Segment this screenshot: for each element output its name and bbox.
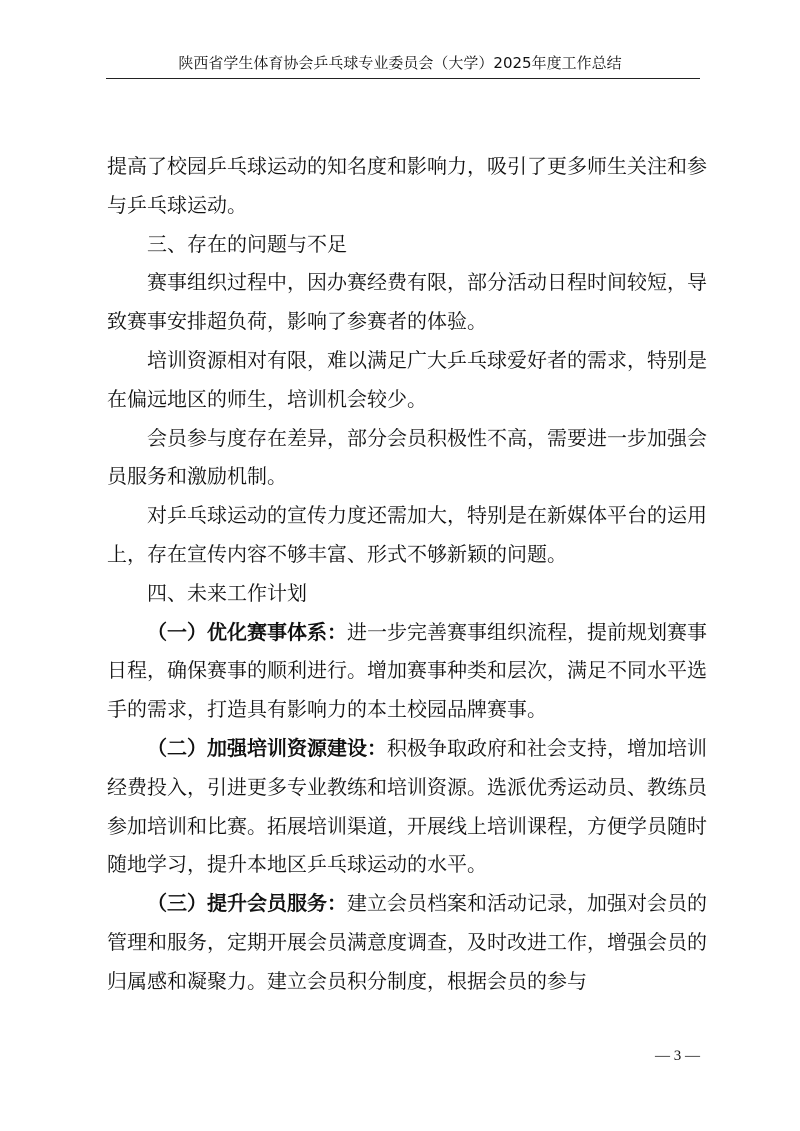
paragraph-continuation: 提高了校园乒乓球运动的知名度和影响力，吸引了更多师生关注和参与乒乓球运动。: [107, 154, 707, 217]
page-header-title: 陕西省学生体育协会乒乓球专业委员会（大学）2025年度工作总结: [178, 54, 622, 72]
section-heading-3: 三、存在的问题与不足: [147, 231, 347, 256]
plan-item-3: [107, 884, 707, 1000]
plan-item-1-lead: （一）优化赛事体系：: [147, 619, 347, 644]
header-divider: [106, 78, 700, 79]
plan-item-1-text: 进一步完善赛事组织流程，提前规划赛事日程，确保赛事的顺利进行。增加赛事种类和层次，满足不同水平选手的需求，打造具有影响力的本土校园品牌赛事。: [107, 619, 707, 722]
plan-item-1: [107, 613, 707, 729]
paragraph-issue-4: 对乒乓球运动的宣传力度还需加大，特别是在新媒体平台的运用上，存在宣传内容不够丰富、形式不够新颖的问题。: [107, 503, 707, 566]
plan-item-3-text: 建立会员档案和活动记录，加强对会员的管理和服务，定期开展会员满意度调查，及时改进工作，增强会员的归属感和凝聚力。建立会员积分制度，根据会员的参与: [107, 891, 707, 993]
paragraph-issue-2: 培训资源相对有限，难以满足广大乒乓球爱好者的需求，特别是在偏远地区的师生，培训机会较少。: [107, 347, 707, 411]
plan-item-2-text: 积极争取政府和社会支持，增加培训经费投入，引进更多专业教练和培训资源。选派优秀运动员、教练员参加培训和比赛。拓展培训渠道，开展线上培训课程，方便学员随时随地学习，提升本地区乒乓球运动的水平。: [107, 735, 707, 877]
plan-item-2: [107, 729, 707, 884]
plan-item-2-lead: （二）加强培训资源建设：: [147, 735, 387, 760]
section-heading-4: 四、未来工作计划: [147, 580, 307, 605]
page-number: — 3 —: [655, 1048, 700, 1064]
document-body: [107, 147, 707, 1001]
paragraph-issue-1: 赛事组织过程中，因办赛经费有限，部分活动日程时间较短，导致赛事安排超负荷，影响了参赛者的体验。: [107, 270, 707, 334]
plan-item-3-lead: （三）提升会员服务：: [147, 891, 347, 916]
paragraph-issue-3: 会员参与度存在差异，部分会员积极性不高，需要进一步加强会员服务和激励机制。: [107, 425, 707, 489]
